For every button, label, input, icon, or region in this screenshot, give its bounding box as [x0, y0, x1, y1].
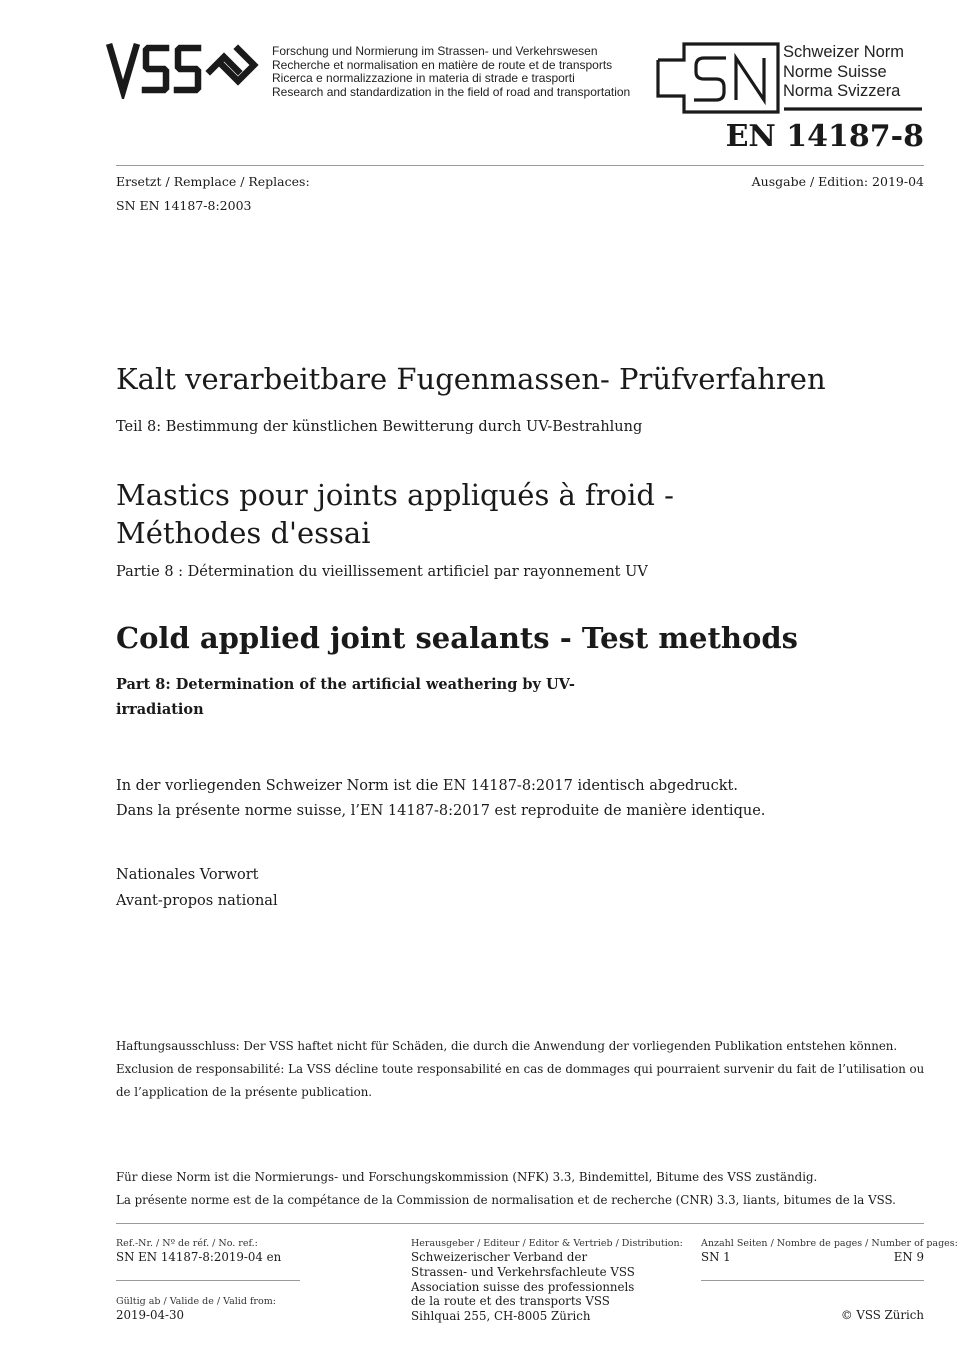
replaces-value: SN EN 14187-8:2003	[116, 198, 252, 213]
header-rule	[116, 165, 924, 166]
publisher-line: Strassen- und Verkehrsfachleute VSS	[411, 1264, 635, 1279]
pages-label: Anzahl Seiten / Nombre de pages / Number of pages:	[701, 1238, 958, 1249]
replaces-label: Ersetzt / Remplace / Replaces:	[116, 174, 310, 189]
subtitle-en	[116, 673, 575, 722]
pages-sn: SN 1	[701, 1250, 731, 1264]
foreword-fr: Avant-propos national	[116, 893, 278, 909]
national-foreword	[116, 862, 278, 914]
ref-value: SN EN 14187-8:2019-04 en	[116, 1250, 282, 1264]
disclaimer-line: de l’application de la présente publication.	[116, 1085, 373, 1099]
publisher-label: Herausgeber / Editeur / Editor & Vertrieb / Distribution:	[411, 1238, 683, 1249]
sn-word-fr: Norme Suisse	[783, 62, 887, 81]
vss-logo-mark	[106, 41, 266, 99]
edition-label: Ausgabe / Edition: 2019-04	[751, 174, 924, 189]
publisher-line: de la route et des transports VSS	[411, 1294, 610, 1309]
commission-line-fr: La présente norme est de la compétance de la Commission de normalisation et de recherche (CNR) 3.3, liants, bitumes de la VSS.	[116, 1193, 896, 1207]
sn-word-de: Schweizer Norm	[783, 43, 905, 61]
commission-line-de: Für diese Norm ist die Normierungs- und Forschungskommission (NFK) 3.3, Bindemittel, Bitume des VSS zuständig.	[116, 1170, 818, 1184]
publisher-line: Schweizerischer Verband der	[411, 1250, 588, 1264]
subtitle-de: Teil 8: Bestimmung der künstlichen Bewitterung durch UV-Bestrahlung	[116, 419, 643, 435]
title-fr-line: Mastics pour joints appliqués à froid -	[116, 478, 674, 512]
publisher-address	[411, 1250, 635, 1324]
title-de: Kalt verarbeitbare Fugenmassen- Prüfverfahren	[116, 362, 826, 396]
title-fr-line: Méthodes d'essai	[116, 516, 371, 550]
disclaimer-line: Haftungsausschluss: Der VSS haftet nicht für Schäden, die durch die Anwendung der vorliegenden Publikation entstehen können.	[116, 1039, 898, 1053]
publisher-line: Association suisse des professionnels	[411, 1279, 635, 1294]
commission-note	[116, 1166, 896, 1212]
vss-tagline-line: Recherche et normalisation en matière de route et de transports	[272, 57, 613, 72]
title-en: Cold applied joint sealants - Test methods	[116, 621, 798, 655]
sn-word-it: Norma Svizzera	[783, 82, 901, 100]
disclaimer-line: Exclusion de responsabilité: La VSS décline toute responsabilité en cas de dommages qui pourraient survenir du fait de l’utilisation ou	[116, 1062, 925, 1076]
vss-tagline-line: Ricerca e normalizzazione in materia di strade e trasporti	[272, 71, 575, 85]
valid-value: 2019-04-30	[116, 1308, 185, 1322]
vss-tagline-line: Forschung und Normierung im Strassen- und Verkehrswesen	[272, 44, 598, 58]
pages-en: EN 9	[893, 1250, 924, 1264]
identical-note-de: In der vorliegenden Schweizer Norm ist die EN 14187-8:2017 identisch abgedruckt.	[116, 778, 738, 794]
ref-label: Ref.-Nr. / Nº de réf. / No. ref.:	[116, 1238, 258, 1249]
valid-label: Gültig ab / Valide de / Valid from:	[116, 1296, 276, 1307]
foreword-de: Nationales Vorwort	[116, 867, 259, 883]
footer-rule	[116, 1223, 924, 1224]
pages-rule	[701, 1280, 924, 1281]
standard-number: EN 14187-8	[725, 119, 924, 154]
subtitle-en-line: Part 8: Determination of the artificial weathering by UV-	[116, 676, 575, 693]
subtitle-fr: Partie 8 : Détermination du vieillissement artificiel par rayonnement UV	[116, 564, 648, 580]
identical-note-fr: Dans la présente norme suisse, l’EN 14187-8:2017 est reproduite de manière identique.	[116, 802, 766, 819]
identical-note	[116, 774, 765, 823]
publisher-line: Sihlquai 255, CH-8005 Zürich	[411, 1309, 591, 1324]
vss-tagline-line: Research and standardization in the field of road and transportation	[272, 84, 631, 99]
ref-rule	[116, 1280, 300, 1281]
vss-logo	[106, 41, 266, 99]
vss-tagline	[272, 45, 630, 99]
copyright: © VSS Zürich	[840, 1308, 924, 1322]
disclaimer	[116, 1035, 924, 1104]
subtitle-en-line: irradiation	[116, 700, 204, 718]
title-fr	[116, 476, 674, 552]
sn-words	[783, 43, 904, 102]
